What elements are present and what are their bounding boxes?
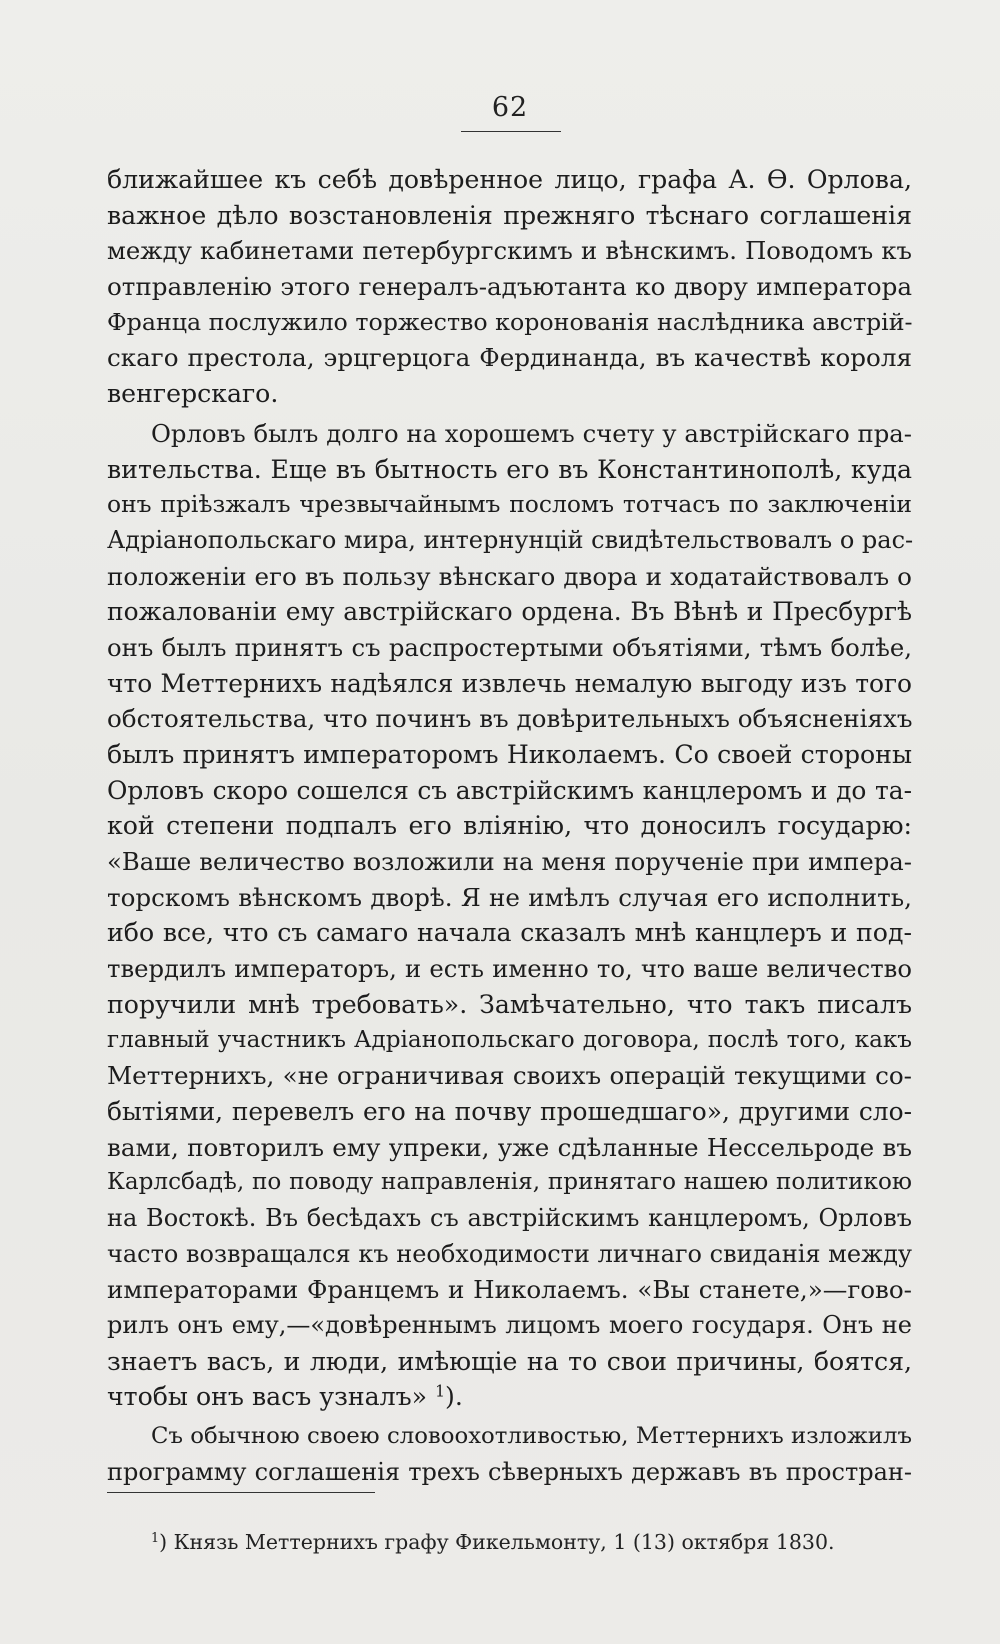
text-line-content: онъ былъ принятъ съ распростертыми объятіями, тѣмъ болѣе, — [107, 632, 912, 662]
text-line — [107, 1308, 912, 1344]
text-line-content: «Ваше величество возложили на меня порученіе при импера- — [107, 847, 912, 877]
text-line — [107, 1058, 912, 1094]
text-line — [107, 1379, 912, 1415]
text-line-content: твердилъ императоръ, и есть именно то, что ваше величество — [107, 954, 912, 984]
text-line — [107, 915, 912, 951]
text-line-content: чтобы онъ васъ узналъ» — [107, 1382, 428, 1412]
text-line-content: бытіями, перевелъ его на почву прошедшаго», другими сло- — [107, 1096, 912, 1126]
text-line — [107, 737, 912, 773]
text-line-content: вами, повторилъ ему упреки, уже сдѣланные Нессельроде въ — [107, 1132, 912, 1162]
text-line-content: ближайшее къ себѣ довѣренное лицо, графа А. Ѳ. Орлова, — [107, 165, 912, 194]
text-line — [107, 162, 912, 198]
footnote-marker: 1 — [151, 1530, 160, 1546]
text-line-content: былъ принятъ императоромъ Николаемъ. Со своей стороны — [107, 740, 912, 769]
text-line — [107, 880, 912, 916]
text-line-content: между кабинетами петербургскимъ и вѣнскимъ. Поводомъ къ — [107, 236, 912, 266]
text-line-content: Карлсбадѣ, по поводу направленія, принятаго нашею политикою — [107, 1169, 912, 1196]
text-line-content: поручили мнѣ требовать». Замѣчательно, что такъ писалъ — [107, 989, 912, 1019]
text-line-content: программу соглашенія трехъ сѣверныхъ державъ въ простран- — [107, 1457, 912, 1486]
body-text — [107, 162, 912, 1490]
text-line-content: онъ пріѣзжалъ чрезвычайнымъ посломъ тотчасъ по заключеніи — [107, 490, 912, 519]
text-line-content: рилъ онъ ему,—«довѣреннымъ лицомъ моего государя. Онъ не — [107, 1311, 912, 1339]
text-line — [107, 773, 912, 809]
text-line — [107, 340, 912, 376]
text-line — [107, 523, 912, 559]
text-line-content: пожалованіи ему австрійскаго ордена. Въ Вѣнѣ и Пресбургѣ — [107, 597, 912, 627]
text-line — [107, 1344, 912, 1380]
text-line-content: Франца послужило торжество коронованія наслѣдника австрій- — [107, 307, 913, 336]
paragraph-2 — [107, 416, 912, 1415]
text-line-content: важное дѣло возстановленія прежняго тѣснаго соглашенія — [107, 200, 912, 230]
page-number-rule — [461, 131, 561, 132]
text-line-content: на Востокѣ. Въ бесѣдахъ съ австрійскимъ канцлеромъ, Орловъ — [107, 1203, 912, 1232]
text-line — [107, 269, 912, 305]
text-line-content: положеніи его въ пользу вѣнскаго двора и ходатайствовалъ о — [107, 561, 912, 591]
text-line — [107, 1201, 912, 1237]
text-line — [107, 1023, 912, 1059]
text-line-content: отправленію этого генералъ-адъютанта ко двору императора — [107, 272, 912, 302]
text-line — [107, 987, 912, 1023]
text-line-content: что Меттернихъ надѣялся извлечь немалую выгоду изъ того — [107, 668, 912, 698]
text-line — [107, 1455, 912, 1491]
text-line — [107, 416, 912, 452]
text-line — [107, 487, 912, 523]
text-line-content: торскомъ вѣнскомъ дворѣ. Я не имѣлъ случая его исполнить, — [107, 882, 912, 912]
text-line — [107, 559, 912, 595]
text-line — [107, 1272, 912, 1308]
paragraph-3 — [107, 1419, 912, 1490]
text-line-content: знаетъ васъ, и люди, имѣющіе на то свои причины, боятся, — [107, 1346, 912, 1376]
text-line — [107, 305, 912, 341]
text-line-content: Съ обычною своею словоохотливостью, Меттернихъ изложилъ — [151, 1423, 912, 1450]
text-line — [107, 233, 912, 269]
text-line-content: кой степени подпалъ его вліянію, что доносилъ государю: — [107, 811, 912, 841]
footnote-rule — [107, 1492, 375, 1493]
text-line-content: Орловъ былъ долго на хорошемъ счету у австрійскаго пра- — [151, 418, 912, 448]
text-line — [107, 594, 912, 630]
paragraph-1 — [107, 162, 912, 412]
text-line — [107, 951, 912, 987]
footnote-reference-close: ). — [445, 1382, 463, 1412]
text-line-content: часто возвращался къ необходимости личнаго свиданія между — [107, 1239, 912, 1268]
text-line-content: Меттернихъ, «не ограничивая своихъ операцій текущими со- — [107, 1061, 912, 1091]
text-line-content: ибо все, что съ самаго начала сказалъ мнѣ канцлеръ и под- — [107, 918, 912, 948]
text-line — [107, 1419, 912, 1455]
text-line — [107, 452, 912, 488]
text-line-content: главный участникъ Адріанопольскаго договора, послѣ того, какъ — [107, 1026, 912, 1053]
text-line — [107, 1130, 912, 1166]
text-line — [107, 1094, 912, 1130]
text-line — [107, 630, 912, 666]
text-line — [107, 701, 912, 737]
text-line-content: Орловъ скоро сошелся съ австрійскимъ канцлеромъ и до та- — [107, 775, 912, 805]
text-line — [107, 844, 912, 880]
text-line — [107, 198, 912, 234]
footnote — [151, 1527, 835, 1557]
text-line — [107, 1165, 912, 1201]
text-line-content: императорами Францемъ и Николаемъ. «Вы станете,»—гово- — [107, 1275, 912, 1305]
page-number: 62 — [491, 92, 529, 123]
text-line — [107, 666, 912, 702]
text-line-content: венгерскаго. — [107, 379, 279, 409]
footnote-reference: 1 — [435, 1382, 446, 1401]
text-line — [107, 1237, 912, 1273]
text-line-content: скаго престола, эрцгерцога Фердинанда, въ качествѣ короля — [107, 343, 912, 373]
text-line-content: обстоятельства, что починъ въ довѣрительныхъ объясненіяхъ — [107, 704, 913, 734]
footnote-text: ) Князь Меттернихъ графу Фикельмонту, 1 (13) октября 1830. — [159, 1530, 835, 1554]
text-line — [107, 376, 912, 412]
text-line-content: вительства. Еще въ бытность его въ Константинополѣ, куда — [107, 454, 912, 484]
text-line — [107, 808, 912, 844]
text-line-content: Адріанопольскаго мира, интернунцій свидѣтельствовалъ о рас- — [107, 525, 914, 554]
